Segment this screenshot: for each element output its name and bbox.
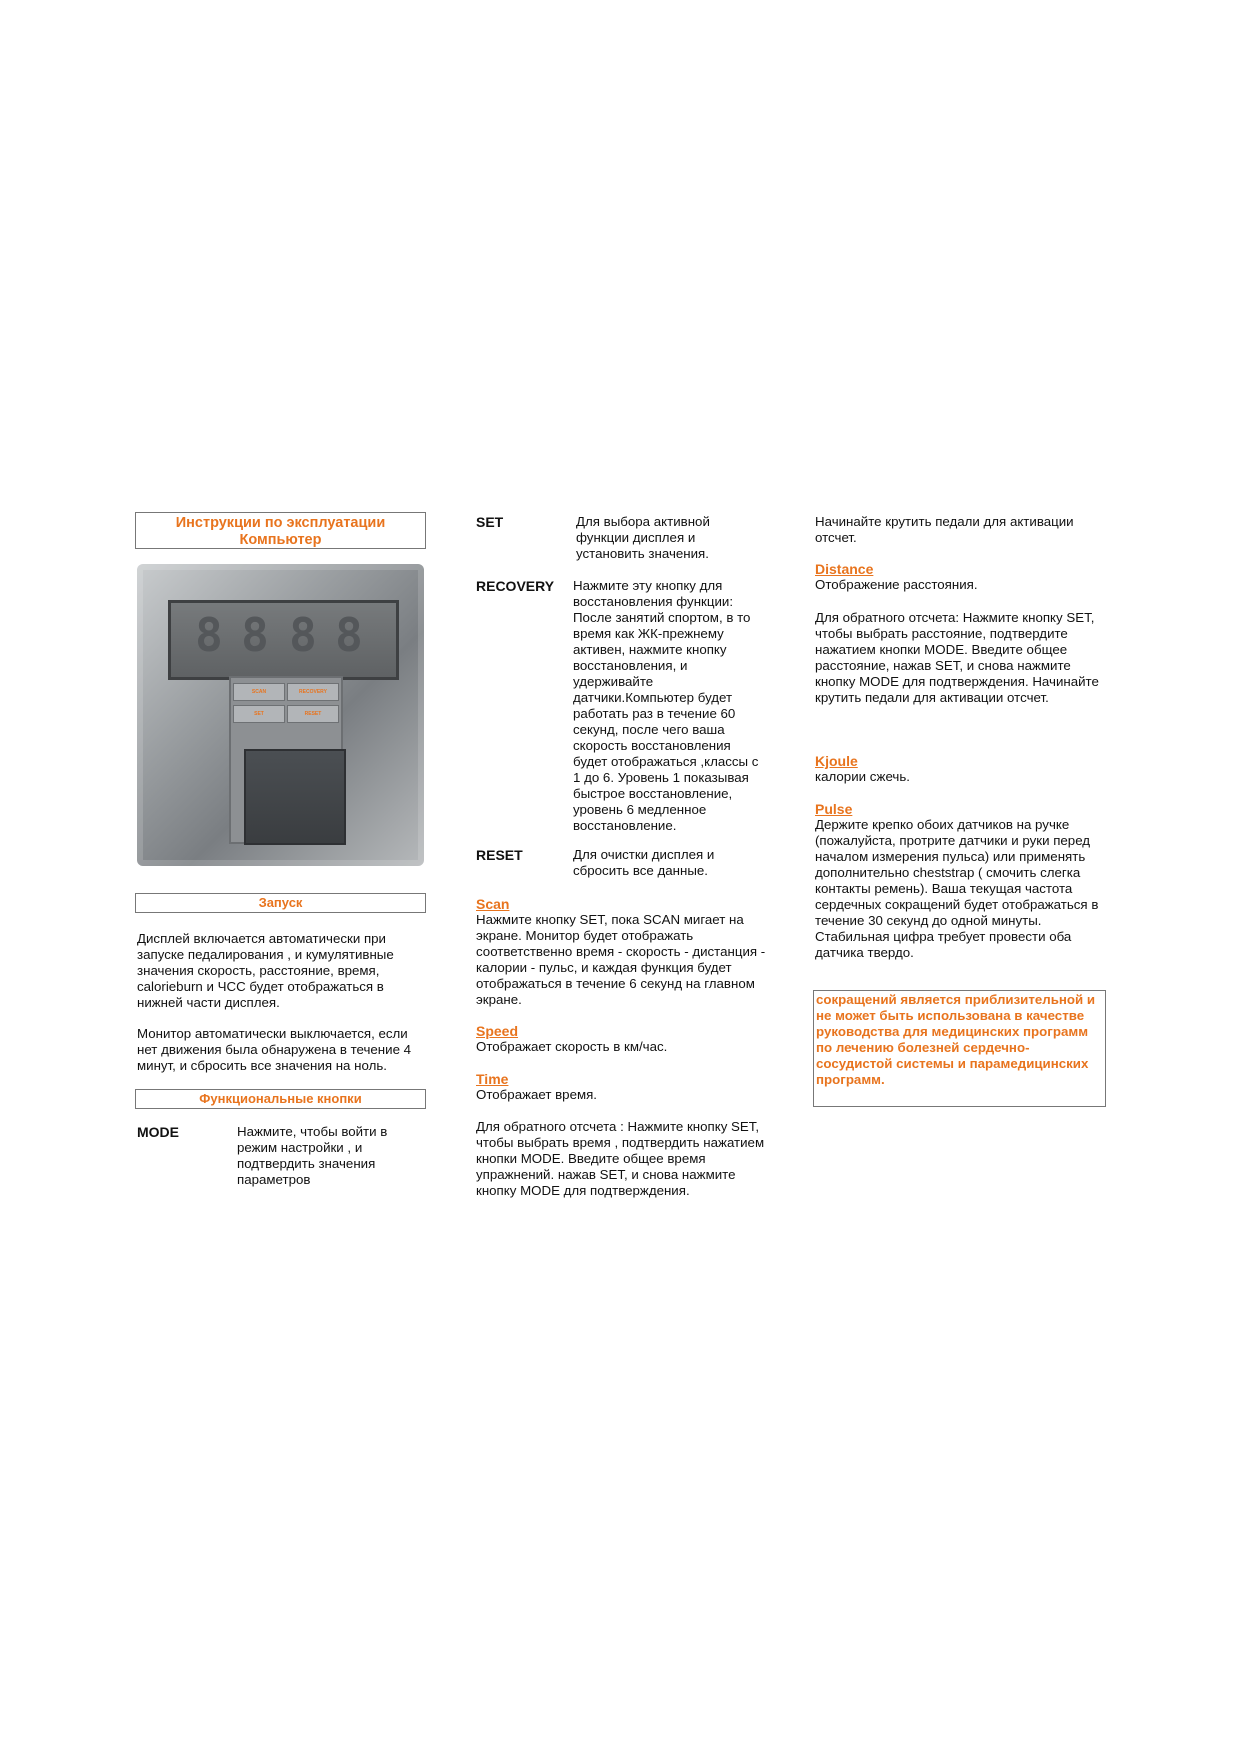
set-key: SET bbox=[233, 705, 285, 723]
title-line-2: Компьютер bbox=[239, 532, 322, 548]
reset-description: Для очистки дисплея и сбросить все данные. bbox=[573, 847, 715, 878]
lcd-screen: 8 8 8 8 bbox=[168, 600, 399, 680]
function-keys-header: Функциональные кнопки bbox=[135, 1089, 426, 1109]
computer-console-image bbox=[137, 564, 424, 866]
set-term: SET bbox=[476, 514, 504, 530]
intro-text: Начинайте крутить педали для активации отсчет. bbox=[815, 514, 1074, 545]
scan-heading: Scan bbox=[476, 896, 510, 912]
start-paragraph-1: Дисплей включается автоматически при запуске педалирования , и кумулятивные значения скорость, расстояние, время, calorieburn и ЧСС будет отображаться в нижней части дисплея. bbox=[137, 931, 394, 1010]
distance-section bbox=[815, 561, 1105, 593]
scan-key: SCAN bbox=[233, 683, 285, 701]
set-description: Для выбора активной функции дисплея и установить значения. bbox=[576, 514, 710, 561]
medical-warning-box: сокращений является приблизительной и не может быть использована в качестве руководства для медицинских программ по лечению болезней сердечно-сосудистой системы и парамедицинских программ. bbox=[813, 990, 1106, 1107]
time-heading: Time bbox=[476, 1071, 509, 1087]
speed-section bbox=[476, 1023, 766, 1055]
reset-key: RESET bbox=[287, 705, 339, 723]
title-box bbox=[135, 512, 426, 549]
recovery-description: Нажмите эту кнопку для восстановления функции: После занятий спортом, в то время как ЖК-прежнему активен, нажмите кнопку восстановления, и удерживайте датчики.Компьютер будет работать раз в течение 60 секунд, после чего ваша скорость восстановления будет отображаться ,классы с 1 до 6. Уровень 1 показывая быстрое восстановление, уровень 6 медленное восстановление. bbox=[573, 578, 759, 833]
start-paragraph-2: Монитор автоматически выключается, если нет движения была обнаружена в течение 4 минут, и сбросить все значения на ноль. bbox=[137, 1026, 412, 1073]
speed-heading: Speed bbox=[476, 1023, 519, 1039]
time-countdown-text: Для обратного отсчета : Нажмите кнопку SET, чтобы выбрать время , подтвердить нажатием кнопки MODE. Введите общее время упражнений. нажав SET, и снова нажмите кнопку MODE для подтверждения. bbox=[476, 1119, 765, 1198]
start-header: Запуск bbox=[135, 893, 426, 913]
pulse-text: Держите крепко обоих датчиков на ручке (пожалуйста, протрите датчики и руки перед началом измерения пульса) или применять дополнительно cheststrap ( смочить слегка контакты ремень). Ваша текущая частота сердечных сокращений будет отображаться в течение 30 секунд до одной минуты. Стабильная цифра требует провести оба датчика твердо. bbox=[815, 817, 1099, 960]
distance-countdown-text: Для обратного отсчета: Нажмите кнопку SET, чтобы выбрать расстояние, подтвердите нажатием кнопки MODE. Введите общее расстояние, нажав SET, и снова нажмите кнопку MODE для подтверждения. Начинайте крутить педали для активации отсчет. bbox=[815, 610, 1099, 705]
distance-text: Отображение расстояния. bbox=[815, 577, 978, 592]
title-line-1: Инструкции по эксплуатации bbox=[175, 515, 386, 531]
kjoule-section bbox=[815, 753, 1105, 785]
pulse-heading: Pulse bbox=[815, 801, 853, 817]
time-text: Отображает время. bbox=[476, 1087, 598, 1102]
mode-description: Нажмите, чтобы войти в режим настройки , и подтвердить значения параметров bbox=[237, 1124, 388, 1187]
kjoule-heading: Kjoule bbox=[815, 753, 858, 769]
distance-heading: Distance bbox=[815, 561, 874, 577]
speed-text: Отображает скорость в км/час. bbox=[476, 1039, 668, 1054]
kjoule-text: калории сжечь. bbox=[815, 769, 910, 784]
scan-section bbox=[476, 896, 766, 1008]
sensor-panel bbox=[244, 749, 346, 845]
pulse-section bbox=[815, 801, 1107, 961]
recovery-key: RECOVERY bbox=[287, 683, 339, 701]
scan-text: Нажмите кнопку SET, пока SCAN мигает на экране. Монитор будет отображать соответственно время - скорость - дистанция - калории - пульс, и каждая функция будет отображаться в течение 6 секунд на главном экране. bbox=[476, 912, 766, 1007]
time-section bbox=[476, 1071, 766, 1103]
recovery-term: RECOVERY bbox=[476, 578, 555, 594]
mode-term: MODE bbox=[137, 1124, 179, 1140]
reset-term: RESET bbox=[476, 847, 523, 863]
